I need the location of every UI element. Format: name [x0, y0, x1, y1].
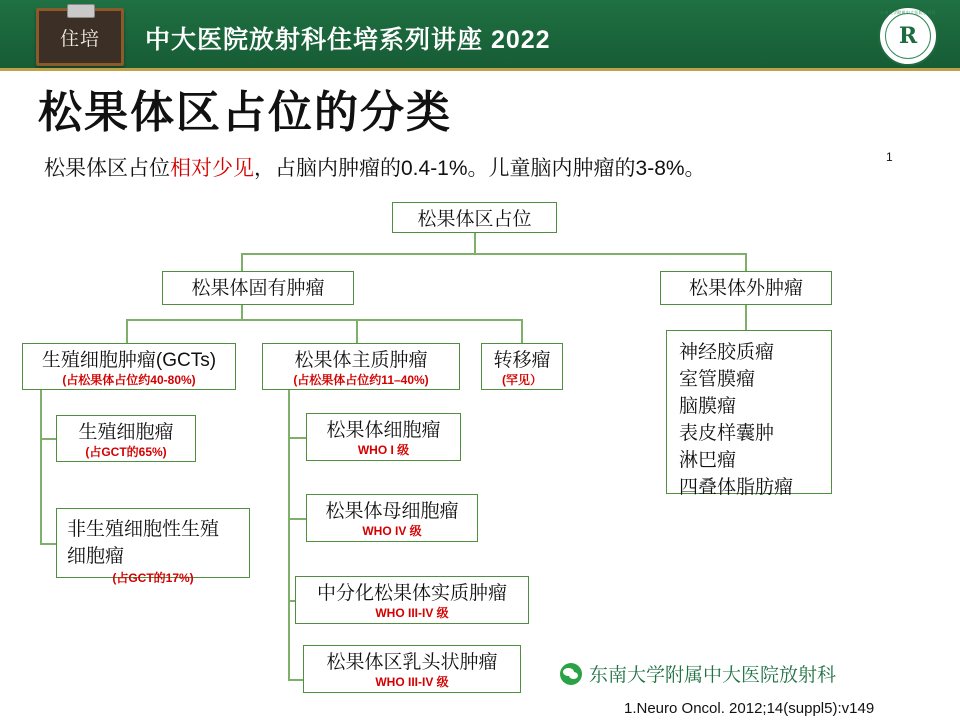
chalkboard-label: 住培 — [59, 27, 100, 50]
extrinsic-item-4: 淋巴瘤 — [679, 449, 737, 471]
slide-header — [0, 0, 960, 68]
node-metastasis-note: (罕见） — [502, 372, 542, 387]
node-intrinsic-tumors[interactable] — [162, 271, 354, 305]
connector-root-horizontal — [241, 253, 746, 255]
node-intermediate-parenchymal[interactable] — [295, 576, 529, 624]
node-pineoblastoma-note: WHO IV 级 — [362, 523, 422, 538]
node-root[interactable] — [392, 202, 557, 233]
connector-gct-child2 — [40, 543, 56, 545]
wechat-attribution — [560, 660, 836, 687]
node-gct-label: 生殖细胞肿瘤(GCTs) — [41, 350, 217, 371]
extrinsic-item-1: 室管膜瘤 — [679, 368, 756, 390]
reference-superscript: 1 — [886, 150, 893, 164]
extrinsic-item-5: 四叠体脂肪瘤 — [679, 476, 794, 498]
node-germinoma[interactable] — [56, 415, 196, 462]
connector-intrinsic-down — [241, 305, 243, 320]
subtitle-part2: ，占脑内肿瘤的0.4-1%。儿童脑内肿瘤的3-8%。 — [254, 157, 706, 180]
subtitle-part1: 松果体区占位 — [44, 157, 170, 180]
connector-to-metastasis — [521, 319, 523, 343]
node-nongerminomatous[interactable] — [56, 508, 250, 585]
node-extrinsic-list[interactable] — [666, 330, 832, 498]
node-pineoblastoma[interactable] — [306, 494, 478, 542]
node-papillary-label: 松果体区乳头状肿瘤 — [326, 652, 498, 673]
reference-citation: 1.Neuro Oncol. 2012;14(suppl5):v149 — [624, 700, 875, 717]
node-nongerminomatous-label-line2: 细胞瘤 — [67, 545, 125, 567]
connector-extrinsic-down — [745, 305, 747, 330]
node-pineocytoma-note: WHO I 级 — [357, 442, 410, 457]
node-intrinsic-label: 松果体固有肿瘤 — [191, 278, 325, 299]
node-nongerminomatous-note: (占GCT的17%) — [112, 570, 194, 585]
wechat-icon — [560, 663, 582, 685]
node-germinoma-note: (占GCT的65%) — [85, 444, 167, 459]
connector-gct-spine — [40, 390, 42, 545]
node-parenchymal-note: (占松果体占位约11–40%) — [293, 372, 429, 387]
connector-to-parenchymal — [356, 319, 358, 343]
node-papillary-tumor[interactable] — [303, 645, 521, 693]
node-intermediate-note: WHO III-IV 级 — [375, 605, 449, 620]
node-metastasis-label: 转移瘤 — [493, 350, 551, 371]
node-parenchymal[interactable] — [262, 343, 460, 390]
node-pineocytoma[interactable] — [306, 413, 461, 461]
hospital-logo — [878, 6, 938, 66]
node-extrinsic-label: 松果体外肿瘤 — [688, 278, 803, 299]
logo-monogram: R — [885, 13, 931, 59]
subtitle — [44, 152, 706, 182]
node-root-label: 松果体区占位 — [417, 209, 532, 230]
node-pineoblastoma-label: 松果体母细胞瘤 — [325, 501, 459, 522]
node-metastasis[interactable] — [481, 343, 563, 390]
connector-root-down — [474, 232, 476, 254]
connector-parenchymal-spine — [288, 390, 290, 680]
chalkboard-badge — [36, 8, 124, 66]
connector-parenchymal-child1 — [288, 437, 306, 439]
node-germinoma-label: 生殖细胞瘤 — [78, 422, 174, 443]
connector-gct-child1 — [40, 438, 56, 440]
connector-to-gct — [126, 319, 128, 343]
page-title: 松果体区占位的分类 — [38, 88, 452, 137]
node-pineocytoma-label: 松果体细胞瘤 — [326, 420, 441, 441]
subtitle-highlight: 相对少见 — [170, 157, 254, 180]
connector-intrinsic-horizontal — [126, 319, 521, 321]
node-nongerminomatous-label-line1: 非生殖细胞性生殖 — [67, 519, 220, 540]
header-gold-rule — [0, 68, 960, 71]
header-title: 中大医院放射科住培系列讲座 2022 — [145, 26, 551, 54]
connector-to-extrinsic — [745, 253, 747, 271]
connector-parenchymal-child2 — [288, 518, 306, 520]
node-parenchymal-label: 松果体主质肿瘤 — [294, 350, 428, 371]
node-extrinsic-tumors[interactable] — [660, 271, 832, 305]
logo-ring-label: 东南大学附属中大医院放射科 — [880, 10, 936, 15]
extrinsic-item-2: 脑膜瘤 — [679, 395, 737, 417]
node-intermediate-label: 中分化松果体实质肿瘤 — [316, 583, 507, 604]
wechat-label: 东南大学附属中大医院放射科 — [589, 665, 837, 686]
extrinsic-item-0: 神经胶质瘤 — [679, 342, 775, 363]
extrinsic-item-3: 表皮样囊肿 — [679, 422, 775, 444]
node-gct-note: (占松果体占位约40-80%) — [62, 372, 196, 387]
connector-to-intrinsic — [241, 253, 243, 271]
node-papillary-note: WHO III-IV 级 — [375, 674, 449, 689]
node-gct[interactable] — [22, 343, 236, 390]
